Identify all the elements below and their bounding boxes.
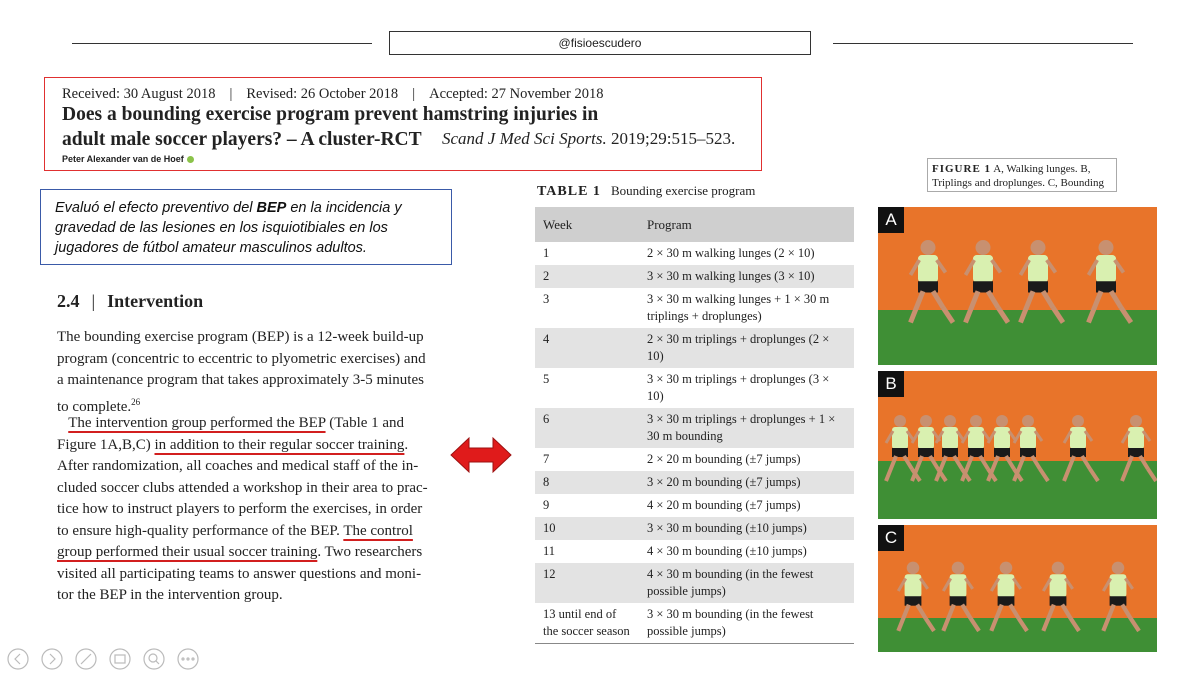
program-cell: 4 × 30 m bounding (±10 jumps) [647, 544, 807, 558]
athlete-figure [943, 562, 979, 631]
program-cell: 3 × 30 m bounding (in the fewest possible jumps) [639, 603, 854, 644]
author-handle: @fisioescudero [389, 31, 811, 55]
body-text: After randomization, all coaches and medical staff of the in- [57, 458, 419, 474]
week-cell: 11 [543, 544, 556, 558]
body-line [57, 499, 427, 521]
program-cell: 3 × 30 m triplings + droplunges + 1 × 30 m bounding [639, 408, 854, 448]
body-line [57, 413, 427, 435]
panel-letter: C [878, 525, 904, 551]
week-cell: 9 [543, 498, 550, 512]
table-row [535, 603, 854, 644]
program-cell: 4 × 30 m bounding (in the fewest possible jumps) [639, 563, 854, 603]
athlete-figure [991, 562, 1027, 631]
reference-sup: 26 [131, 396, 141, 407]
athlete-figures [878, 525, 1157, 652]
table-row [535, 517, 854, 540]
table-row [535, 368, 854, 408]
program-cell: 3 × 20 m bounding (±7 jumps) [639, 471, 854, 494]
body-text: tor the BEP in the intervention group. [57, 587, 283, 603]
program-table [535, 207, 854, 644]
next-slide-icon[interactable] [42, 649, 62, 669]
athlete-figures [878, 207, 1157, 365]
article-title-line-1: Does a bounding exercise program prevent hamstring injuries in [62, 104, 599, 125]
column-header-program: Program [639, 207, 854, 242]
pen-icon[interactable] [76, 649, 96, 669]
week-cell: 4 [535, 328, 639, 368]
body-line [57, 392, 427, 414]
week-cell: 3 [543, 292, 550, 306]
body-line [57, 370, 427, 392]
figure-caption [927, 158, 1117, 192]
summary-suffix: en la incidencia y gravedad de las lesiones en los isquiotibiales en los jugadores de fútbol amateur masculinos adultos. [55, 200, 402, 256]
athlete-figure [1103, 562, 1139, 631]
athlete-figure [1021, 240, 1064, 323]
body-text: Figure 1A,B,C) [57, 436, 155, 453]
journal-reference [442, 129, 735, 149]
week-cell: 5 [543, 372, 550, 386]
table-row [535, 408, 854, 448]
program-cell: 2 × 20 m bounding (±7 jumps) [647, 452, 801, 466]
program-cell: 3 × 30 m walking lunges (3 × 10) [639, 265, 854, 288]
author-name: Peter Alexander van de Hoef [62, 154, 184, 164]
underlined-text: group performed their usual soccer training [57, 544, 318, 560]
week-cell: 10 [535, 517, 639, 540]
program-cell: 2 × 30 m walking lunges (2 × 10) [647, 246, 815, 260]
body-text: The bounding exercise program (BEP) is a 12-week build-up [57, 329, 424, 345]
athlete-figure [1014, 415, 1048, 481]
photo-panel-triplings [878, 371, 1157, 519]
table-row [535, 328, 854, 368]
body-line [57, 435, 427, 457]
slides-grid-icon[interactable] [110, 649, 130, 669]
panel-letter: A [878, 207, 904, 233]
figure-caption-text: A, Walking lunges. B, Triplings and droplunges. C, Bounding [932, 163, 1104, 189]
body-text: cluded soccer clubs attended a workshop in their area to prac- [57, 479, 428, 496]
body-text: visited all participating teams to answer questions and moni- [57, 565, 422, 582]
more-options-icon[interactable] [178, 649, 198, 669]
header-rule-right [833, 43, 1133, 44]
program-cell: 2 × 30 m triplings + droplunges (2 × 10) [639, 328, 854, 368]
week-cell: 12 [535, 563, 639, 603]
athlete-figure [911, 240, 954, 323]
underlined-text: in addition to their regular soccer training [154, 436, 405, 453]
article-author [62, 154, 194, 164]
received-date: Received: 30 August 2018 [62, 86, 216, 102]
table-row [535, 265, 854, 288]
week-cell: 13 until end of the soccer season [535, 603, 639, 644]
table-row [535, 471, 854, 494]
table-caption: Bounding exercise program [610, 183, 756, 198]
week-cell: 6 [535, 408, 639, 448]
revised-date: Revised: 26 October 2018 [246, 86, 399, 102]
body-text: (Table 1 and [325, 415, 405, 431]
athlete-figure [898, 562, 934, 631]
athlete-figure [1064, 415, 1098, 481]
program-cell: 3 × 30 m walking lunges + 1 × 30 m triplings + droplunges) [647, 292, 830, 323]
section-body [57, 327, 427, 607]
program-cell: 3 × 30 m bounding (±10 jumps) [639, 517, 854, 540]
table-row [535, 288, 854, 328]
athlete-figure [966, 240, 1009, 323]
body-text: program (concentric to eccentric to plyometric exercises) and [57, 350, 426, 367]
column-header-week: Week [535, 207, 639, 242]
table-row [535, 494, 854, 517]
week-cell: 1 [543, 246, 550, 260]
accepted-date: Accepted: 27 November 2018 [429, 86, 604, 102]
section-separator: | [91, 291, 96, 311]
body-line [57, 478, 427, 500]
body-text: . [404, 436, 409, 453]
program-cell: 3 × 30 m triplings + droplunges (3 × 10) [647, 372, 830, 403]
body-text: a maintenance program that takes approximately 3-5 minutes [57, 372, 424, 388]
body-text: . Two researchers [317, 544, 423, 560]
program-cell: 4 × 20 m bounding (±7 jumps) [647, 498, 801, 512]
body-text: to ensure high-quality performance of the BEP. [57, 522, 344, 539]
article-title-line-2: adult male soccer players? – A cluster-RCT [62, 129, 422, 150]
journal-volume: 2019;29:515–523. [611, 129, 736, 148]
body-text: tice how to instruct players to perform the exercises, in order [57, 501, 423, 517]
zoom-icon[interactable] [144, 649, 164, 669]
week-cell: 2 [535, 265, 639, 288]
article-dates: Received: 30 August 2018 | Revised: 26 October 2018 | Accepted: 27 November 2018 [62, 86, 604, 102]
body-line [57, 521, 427, 543]
slideshow-controls [6, 647, 206, 671]
table-header-row [535, 207, 854, 242]
body-text: to complete. [57, 398, 132, 415]
week-cell: 8 [535, 471, 639, 494]
summary-prefix: Evaluó el efecto preventivo del [55, 200, 257, 216]
section-title: Intervention [107, 291, 204, 311]
previous-slide-icon[interactable] [8, 649, 28, 669]
week-cell: 7 [543, 452, 550, 466]
table-row [535, 448, 854, 471]
athlete-figures [878, 371, 1157, 519]
summary-bold: BEP [256, 200, 287, 216]
body-line [57, 456, 427, 478]
table-row [535, 563, 854, 603]
journal-name: Scand J Med Sci Sports. [442, 129, 607, 148]
underlined-text: The intervention group performed the BEP [68, 415, 326, 431]
photo-panel-walking-lunges [878, 207, 1157, 365]
athlete-figure [1043, 562, 1079, 631]
section-heading [57, 291, 203, 312]
table-row [535, 540, 854, 563]
figure-label: FIGURE 1 [932, 163, 992, 175]
table-title [537, 183, 755, 200]
section-number: 2.4 [57, 291, 80, 311]
underlined-text: The control [343, 522, 413, 539]
header-rule-left [72, 43, 372, 44]
orcid-icon [187, 156, 194, 163]
table-label: TABLE 1 [537, 184, 601, 199]
body-line [57, 542, 427, 564]
citation-box [44, 77, 762, 171]
athlete-figure [1122, 415, 1156, 481]
table-row [535, 242, 854, 265]
body-line [57, 327, 427, 349]
athlete-figure [1089, 240, 1132, 323]
panel-letter: B [878, 371, 904, 397]
double-arrow-icon [449, 435, 513, 475]
photo-panel-bounding [878, 525, 1157, 652]
body-line [57, 564, 427, 586]
summary-box [40, 189, 452, 265]
body-line [57, 585, 427, 607]
body-line [57, 349, 427, 371]
